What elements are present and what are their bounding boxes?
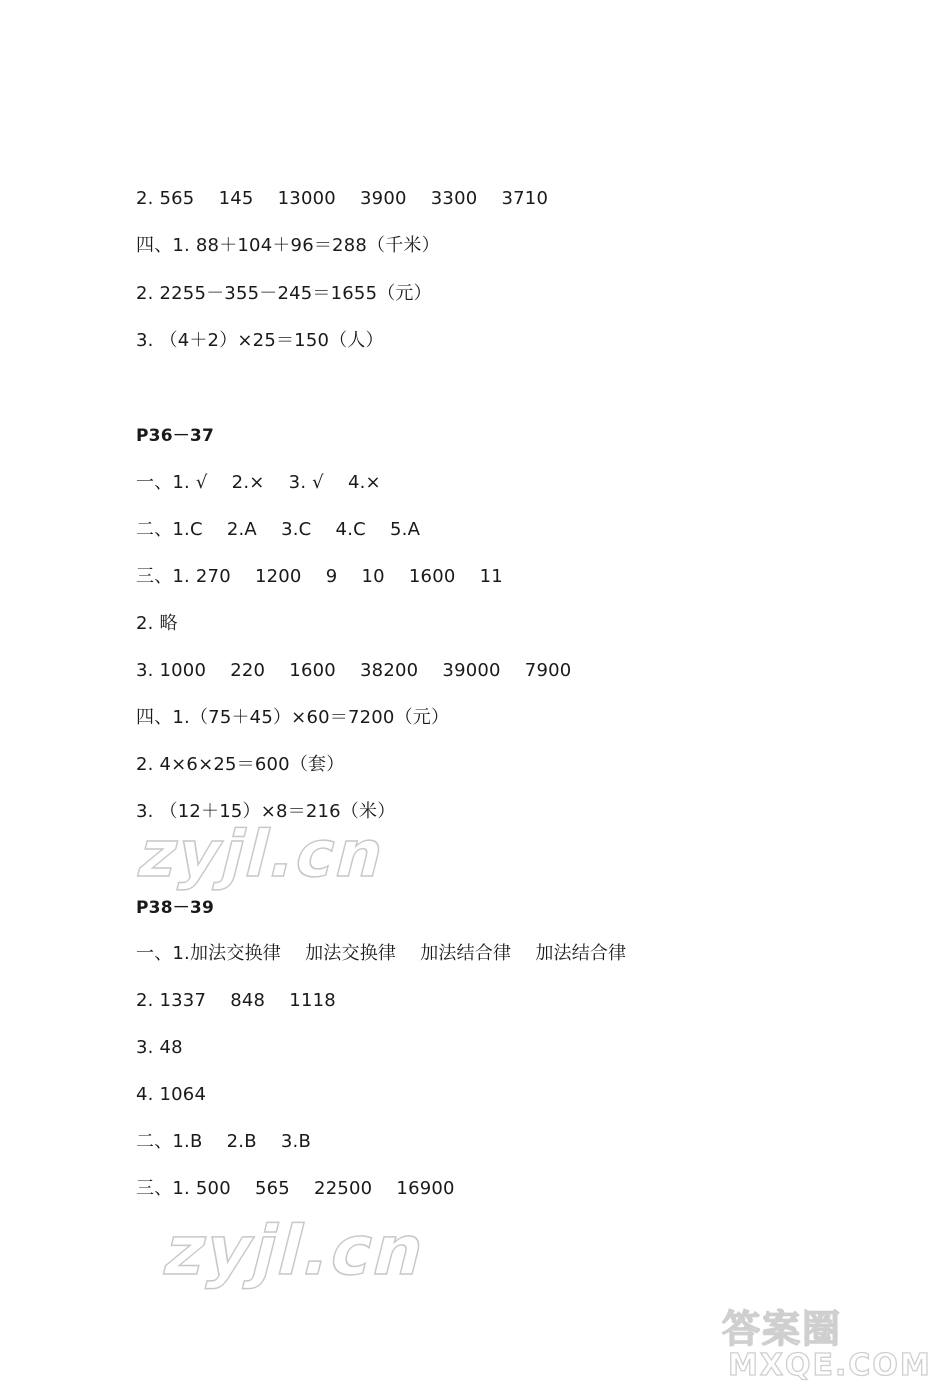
answer-line: 2. 565 145 13000 3900 3300 3710 xyxy=(136,188,549,209)
answer-line: 2. 略 xyxy=(136,613,178,634)
answer-line: 二、1.B 2.B 3.B xyxy=(136,1131,312,1152)
section-heading: P36－37 xyxy=(136,426,214,446)
answer-line: 3. （4＋2）×25＝150（人） xyxy=(136,330,384,351)
watermark-zyjl: zyjl.cn xyxy=(156,1212,435,1291)
watermark-mxqe-title: 答案圈 xyxy=(722,1307,843,1351)
answer-line: 3. 48 xyxy=(136,1037,183,1058)
section-heading: P38－39 xyxy=(136,898,214,918)
answer-line: 3. （12＋15）×8＝216（米） xyxy=(136,801,396,822)
answer-line: 一、1. √ 2.× 3. √ 4.× xyxy=(136,472,381,493)
answer-line: 二、1.C 2.A 3.C 4.C 5.A xyxy=(136,519,421,540)
answer-line: 三、1. 500 565 22500 16900 xyxy=(136,1178,455,1199)
answer-line: 四、1.（75＋45）×60＝7200（元） xyxy=(136,707,450,728)
answer-line: 四、1. 88＋104＋96＝288（千米） xyxy=(136,235,440,256)
answer-line: 4. 1064 xyxy=(136,1084,207,1105)
watermark-mxqe-domain: MXQE.COM xyxy=(728,1348,932,1383)
answer-line: 三、1. 270 1200 9 10 1600 11 xyxy=(136,566,503,587)
watermark-mxqe-logo xyxy=(722,1298,932,1386)
answer-line: 2. 2255－355－245＝1655（元） xyxy=(136,283,432,304)
answer-line: 3. 1000 220 1600 38200 39000 7900 xyxy=(136,660,572,681)
answer-line: 2. 4×6×25＝600（套） xyxy=(136,754,345,775)
answer-line: 2. 1337 848 1118 xyxy=(136,990,336,1011)
watermark-zyjl: zyjl.cn xyxy=(130,818,394,892)
answer-line: 一、1.加法交换律 加法交换律 加法结合律 加法结合律 xyxy=(136,943,627,964)
